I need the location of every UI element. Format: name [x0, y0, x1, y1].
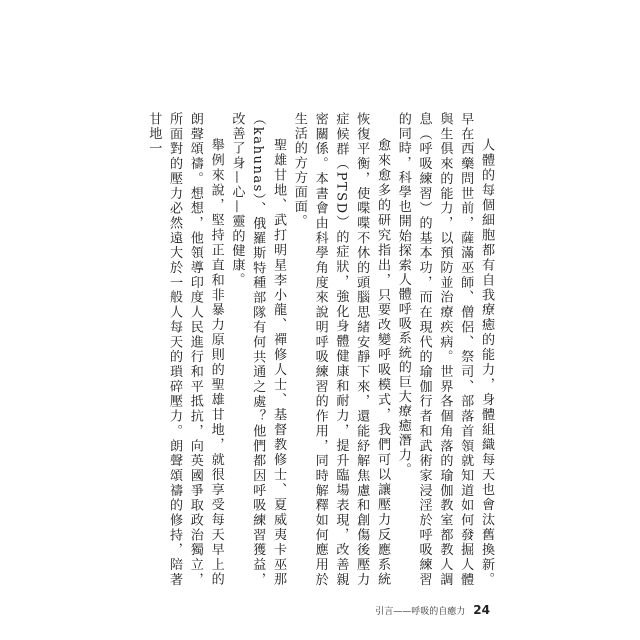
paragraph-2: 愈來愈多的研究指出，只要改變呼吸模式，我們可以讓壓力反應系統恢復平衡，使喋喋不休的頭腦思緒安靜下來，還能紓解焦慮和創傷後壓力症候群（PTSD）的症狀，強化身體健康和耐力，提升臨場表現，改善親密關係。本書會由科學角度來說明呼吸練習的作用，同時解釋如何應用於生活的方方面面。: [291, 112, 391, 587]
paragraph-3: 聖雄甘地、武打明星李小龍、禪修人士、基督教修士、夏威夷卡巫那（kahunas）、俄羅斯特種部隊有何共通之處？他們都因呼吸練習獲益，改善了身—心—靈的健康。: [229, 112, 287, 587]
paragraph-4: 舉例來說，堅持正直和非暴力原則的聖雄甘地，就很享受每天早上的朗聲頌禱。想想，他領導印度人民進行和平抵抗，向英國爭取政治獨立，所面對的壓力必然遠大於一般人每天的瑣碎壓力。朗聲頌禱的修持，陪著甘地一: [146, 112, 224, 587]
running-head: 引言——呼吸的自癒力: [375, 607, 466, 617]
page-footer: [375, 603, 490, 617]
body-text: [146, 112, 496, 587]
page-number: 24: [473, 603, 490, 617]
paragraph-1: 人體的每個細胞都有自我療癒的能力，身體組織每天也會汰舊換新。早在西藥問世前，薩滿巫師、僧侶、祭司、部落首領就知道如何發掘人體與生俱來的能力，以預防並治療疾病。世界各個角落的瑜伽教室都教人調息（呼吸練習）的基本功，而在現代的瑜伽行者和武術家浸淫於呼吸練習的同時，科學也開始探索人體呼吸系統的巨大療癒潛力。: [395, 112, 494, 587]
